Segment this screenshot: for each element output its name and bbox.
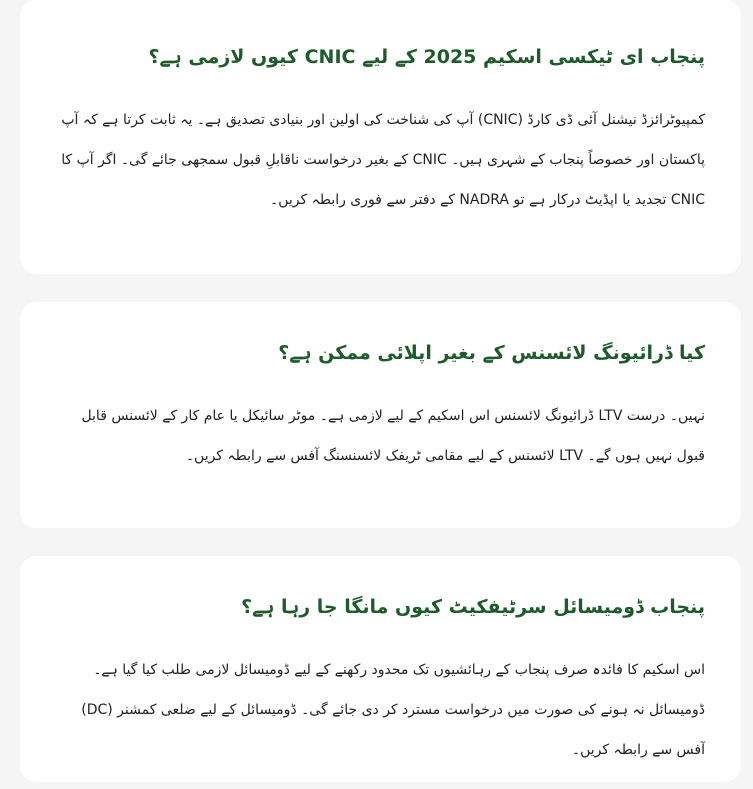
faq-answer: کمپیوٹرائزڈ نیشنل آئی ڈی کارڈ (CNIC) آپ کی شناخت کی اولین اور بنیادی تصدیق ہے۔ یہ ثابت کرتا ہے کہ آپ پاکستان اور خصوصاً پنجاب کے شہری ہیں۔ CNIC کے بغیر درخواست ناقابلِ قبول سمجھی جائے گی۔ اگر آپ کا CNIC تجدید یا اپڈیٹ درکار ہے تو NADRA کے دفتر سے فوری رابطہ کریں۔	[61, 112, 705, 208]
faq-answer: اس اسکیم کا فائدہ صرف پنجاب کے رہائشیوں تک محدود رکھنے کے لیے ڈومیسائل لازمی طلب کیا گیا ہے۔ ڈومیسائل نہ ہونے کی صورت میں درخواست مسترد کر دی جائے گی۔ ڈومیسائل کے لیے ضلعی کمشنر (DC) آفس سے رابطہ کریں۔	[81, 662, 705, 758]
faq-card-domicile	[20, 556, 741, 782]
faq-card-cnic	[20, 0, 741, 274]
faq-question: پنجاب ڈومیسائل سرٹیفکیٹ کیوں مانگا جا رہا ہے؟	[241, 596, 705, 618]
faq-answer: نہیں۔ درست LTV ڈرائیونگ لائسنس اس اسکیم کے لیے لازمی ہے۔ موٹر سائیکل یا عام کار کے لائسنس قابل قبول نہیں ہوں گے۔ LTV لائسنس کے لیے مقامی ٹریفک لائسنسنگ آفس سے رابطہ کریں۔	[81, 408, 705, 464]
faq-question: پنجاب ای ٹیکسی اسکیم 2025 کے لیے CNIC کیوں لازمی ہے؟	[148, 46, 705, 68]
faq-question: کیا ڈرائیونگ لائسنس کے بغیر اپلائی ممکن ہے؟	[278, 342, 705, 364]
faq-card-driving-license	[20, 302, 741, 528]
